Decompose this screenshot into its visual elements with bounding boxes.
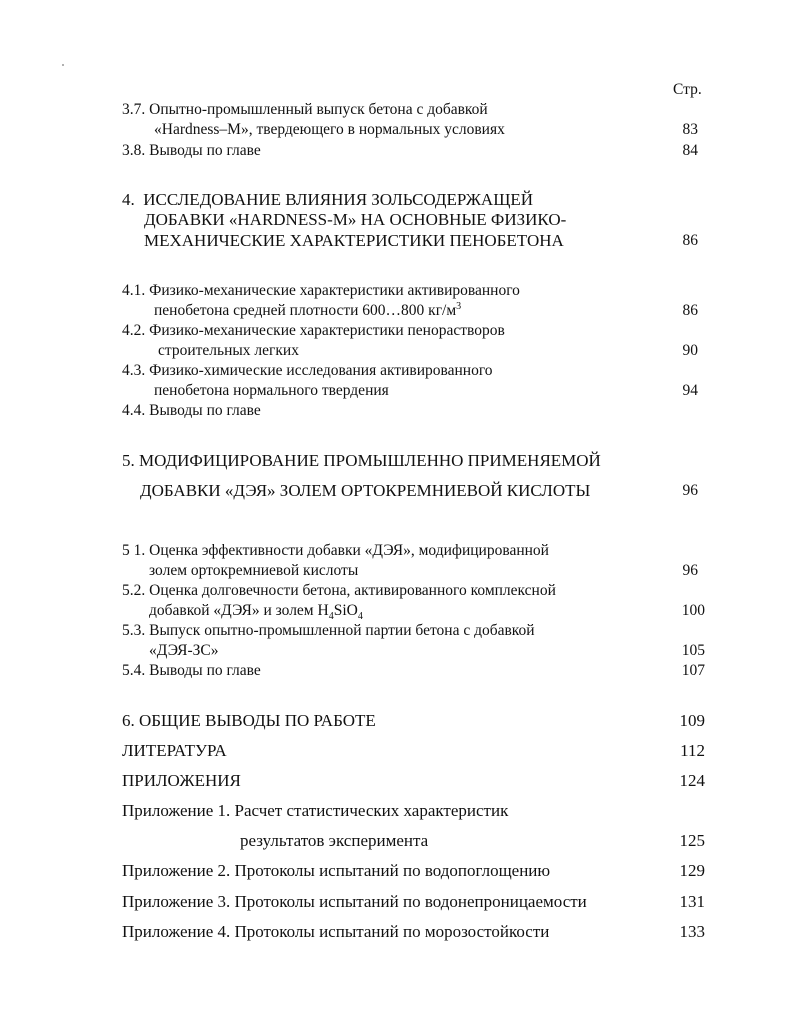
toc-page-chapter-6: 109 bbox=[679, 711, 705, 730]
toc-page-chapter-5: 96 bbox=[682, 482, 698, 499]
toc-entry-5-2-line2 bbox=[149, 601, 363, 621]
toc-entry-4-1-line1: 4.1. Физико-механические характеристики активированного bbox=[122, 282, 520, 299]
superscript-3: 3 bbox=[456, 300, 462, 312]
subscript-4b: 4 bbox=[357, 611, 363, 623]
appendix-2: Приложение 2. Протоколы испытаний по водопоглощению bbox=[122, 861, 551, 880]
formula-sio: SiO bbox=[333, 602, 358, 619]
toc-entry-5-2-line1: 5.2. Оценка долговечности бетона, активированного комплексной bbox=[122, 582, 556, 599]
toc-entry-4-3-line2: пенобетона нормального твердения bbox=[154, 382, 389, 399]
toc-page-literature: 112 bbox=[680, 741, 705, 760]
appendices-title: ПРИЛОЖЕНИЯ bbox=[122, 771, 241, 790]
toc-page-4-2: 90 bbox=[682, 342, 698, 359]
toc-page-appendix-3: 131 bbox=[679, 892, 705, 911]
subscript-4a: 4 bbox=[328, 611, 334, 623]
toc-page-5-4: 107 bbox=[681, 662, 705, 679]
toc-page-4-1: 86 bbox=[682, 302, 698, 319]
toc-entry-3-7-line1: 3.7. Опытно-промышленный выпуск бетона с добавкой bbox=[122, 101, 488, 118]
toc-entry-4-1-text: пенобетона средней плотности 600…800 кг/м bbox=[154, 302, 457, 319]
appendix-4: Приложение 4. Протоколы испытаний по морозостойкости bbox=[122, 922, 550, 941]
toc-entry-5-3-line2: «ДЭЯ-ЗС» bbox=[149, 642, 219, 659]
toc-entry-5-4: 5.4. Выводы по главе bbox=[122, 662, 261, 679]
appendix-1-line2: результатов эксперимента bbox=[240, 831, 429, 850]
toc-page-appendix-4: 133 bbox=[679, 922, 705, 941]
scan-speck bbox=[62, 64, 64, 66]
chapter-4-title-line2: ДОБАВКИ «HARDNESS-M» НА ОСНОВНЫЕ ФИЗИКО- bbox=[144, 210, 567, 229]
appendix-3: Приложение 3. Протоколы испытаний по водонепроницаемости bbox=[122, 892, 587, 911]
toc-entry-4-2-line2: строительных легких bbox=[158, 342, 299, 359]
appendix-1-line1: Приложение 1. Расчет статистических характеристик bbox=[122, 801, 509, 820]
page-column-header: Стр. bbox=[673, 81, 702, 98]
toc-page-4-3: 94 bbox=[682, 382, 698, 399]
toc-page-chapter-4: 86 bbox=[682, 232, 698, 249]
toc-entry-4-2-line1: 4.2. Физико-механические характеристики пенорастворов bbox=[122, 322, 505, 339]
toc-page-3-8: 84 bbox=[682, 142, 698, 159]
toc-entry-5-2-text: добавкой «ДЭЯ» и золем H bbox=[149, 602, 329, 619]
toc-entry-4-4: 4.4. Выводы по главе bbox=[122, 402, 261, 419]
toc-page-appendix-1: 125 bbox=[679, 831, 705, 850]
toc-page-3-7: 83 bbox=[682, 121, 698, 138]
toc-page-appendix-2: 129 bbox=[679, 861, 705, 880]
toc-entry-3-7-line2: «Hardness–M», твердеющего в нормальных условиях bbox=[154, 121, 505, 138]
chapter-6-title: 6. ОБЩИЕ ВЫВОДЫ ПО РАБОТЕ bbox=[122, 711, 376, 730]
chapter-4-title-line1: 4. ИССЛЕДОВАНИЕ ВЛИЯНИЯ ЗОЛЬСОДЕРЖАЩЕЙ bbox=[122, 190, 534, 209]
toc-entry-3-8: 3.8. Выводы по главе bbox=[122, 142, 261, 159]
literature-title: ЛИТЕРАТУРА bbox=[122, 741, 227, 760]
toc-entry-4-3-line1: 4.3. Физико-химические исследования активированного bbox=[122, 362, 493, 379]
toc-page-5-1: 96 bbox=[682, 562, 698, 579]
toc-page-5-2: 100 bbox=[681, 602, 705, 619]
toc-page-appendices: 124 bbox=[679, 771, 705, 790]
toc-page-5-3: 105 bbox=[681, 642, 705, 659]
toc-entry-5-1-line1: 5 1. Оценка эффективности добавки «ДЭЯ», модифицированной bbox=[122, 542, 549, 559]
toc-entry-5-1-line2: золем ортокремниевой кислоты bbox=[149, 562, 359, 579]
toc-entry-4-1-line2 bbox=[154, 301, 461, 321]
toc-entry-5-3-line1: 5.3. Выпуск опытно-промышленной партии бетона с добавкой bbox=[122, 622, 535, 639]
chapter-5-title-line2: ДОБАВКИ «ДЭЯ» ЗОЛЕМ ОРТОКРЕМНИЕВОЙ КИСЛОТЫ bbox=[140, 481, 591, 500]
chapter-5-title-line1: 5. МОДИФИЦИРОВАНИЕ ПРОМЫШЛЕННО ПРИМЕНЯЕМОЙ bbox=[122, 451, 601, 470]
chapter-4-title-line3: МЕХАНИЧЕСКИЕ ХАРАКТЕРИСТИКИ ПЕНОБЕТОНА bbox=[144, 231, 564, 250]
